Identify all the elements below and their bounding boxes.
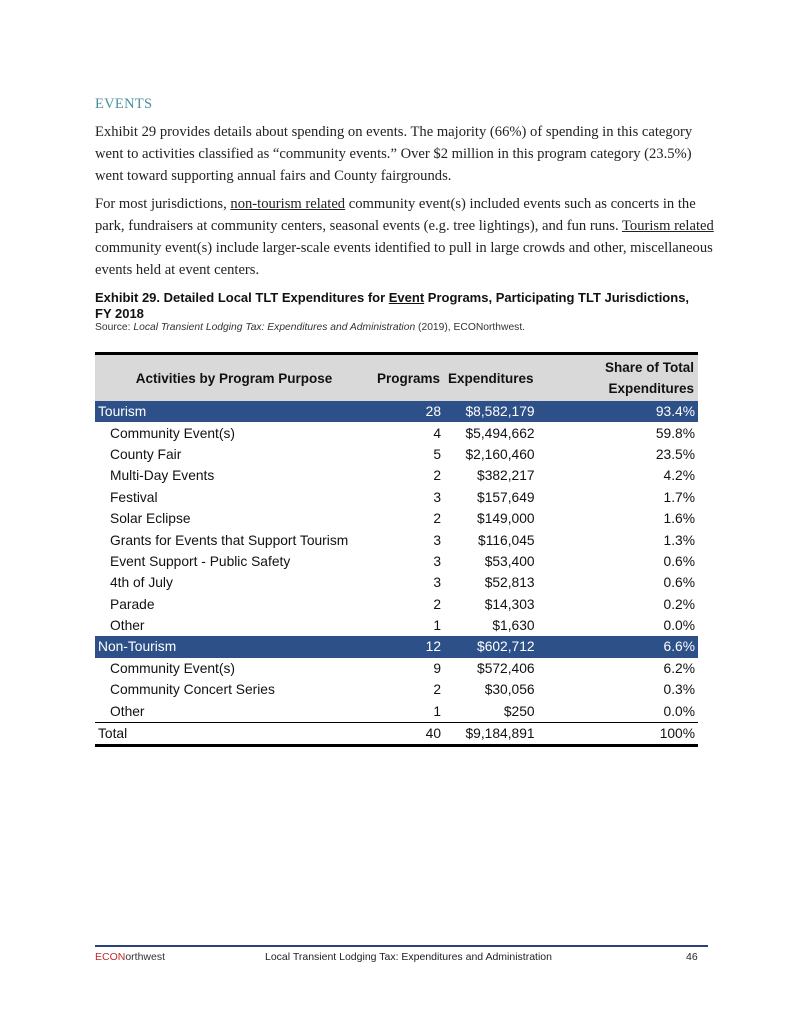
programs-cell: 9: [433, 660, 442, 676]
definition-paragraph: [95, 193, 715, 281]
text: community event(s) included events such as concerts in the park, fundraisers at community centers, seasonal events (e.g. tree lightings), and fun runs.: [95, 196, 696, 234]
row-label: Grants for Events that Support Tourism: [110, 532, 349, 548]
row-label: Other: [110, 703, 145, 719]
brand-rest: orthwest: [125, 951, 166, 963]
share-cell: 0.6%: [663, 575, 695, 591]
text: Programs, Participating TLT Jurisdictions, FY 2018: [95, 290, 690, 321]
footer-divider: [95, 945, 708, 947]
table-row: [95, 529, 698, 550]
expenditures-cell: $149,000: [477, 511, 535, 527]
programs-cell: 5: [433, 446, 442, 462]
share-cell: 0.6%: [663, 553, 695, 569]
row-label: Community Concert Series: [110, 682, 275, 698]
column-header: Activities by Program Purpose: [135, 370, 333, 386]
share-cell: 1.3%: [663, 532, 695, 548]
column-header: Share of Total Expenditures: [604, 360, 694, 396]
expenditures-cell: $8,582,179: [465, 404, 535, 420]
expenditures-cell: $1,630: [492, 618, 535, 634]
underlined-term: non-tourism related: [230, 196, 346, 212]
text: (2019), ECONorthwest.: [415, 322, 526, 333]
row-label: Community Event(s): [110, 425, 235, 441]
share-cell: 6.6%: [663, 639, 695, 655]
text: Exhibit 29. Detailed Local TLT Expenditures for: [95, 290, 389, 305]
programs-cell: 3: [433, 489, 442, 505]
table-row: [95, 679, 698, 700]
expenditures-cell: $116,045: [478, 532, 535, 548]
expenditures-cell: $250: [503, 703, 535, 719]
share-cell: 0.2%: [663, 596, 695, 612]
text: community event(s) include larger-scale events identified to pull in large crowds and other, miscellaneous events held at event centers.: [95, 240, 713, 278]
row-label: 4th of July: [110, 575, 173, 591]
footer-doc-title: Local Transient Lodging Tax: Expenditures and Administration: [265, 951, 552, 963]
programs-cell: 1: [433, 618, 442, 634]
programs-cell: 4: [433, 425, 442, 441]
row-label: Multi-Day Events: [110, 468, 215, 484]
programs-cell: 2: [433, 511, 442, 527]
text: For most jurisdictions,: [95, 196, 231, 212]
programs-cell: 3: [433, 532, 442, 548]
programs-cell: 3: [433, 575, 442, 591]
column-header: Programs: [377, 370, 441, 386]
share-cell: 0.0%: [663, 703, 695, 719]
expenditures-table: [95, 352, 698, 747]
programs-cell: 1: [433, 703, 442, 719]
expenditures-cell: $382,217: [477, 468, 535, 484]
programs-cell: 40: [425, 726, 442, 742]
share-cell: 0.0%: [663, 618, 695, 634]
expenditures-cell: $5,494,662: [465, 425, 535, 441]
share-cell: 6.2%: [663, 660, 695, 676]
table-row: [95, 508, 698, 529]
page-number: 46: [686, 951, 698, 963]
expenditures-cell: $14,303: [484, 596, 535, 612]
brand-red: ECON: [95, 951, 126, 963]
row-label: Parade: [110, 596, 155, 612]
share-cell: 4.2%: [663, 468, 695, 484]
share-cell: 93.4%: [655, 404, 695, 420]
row-label: Other: [110, 618, 145, 634]
programs-cell: 2: [433, 468, 442, 484]
exhibit-title: [95, 290, 705, 322]
row-label: Solar Eclipse: [110, 511, 191, 527]
row-label: Event Support - Public Safety: [110, 553, 291, 569]
programs-cell: 3: [433, 553, 442, 569]
share-cell: 100%: [659, 726, 695, 742]
expenditures-cell: $572,406: [477, 660, 535, 676]
table-row: [95, 465, 698, 486]
row-label: Tourism: [98, 404, 147, 420]
table-row: [95, 615, 698, 636]
underlined-term: Event: [388, 290, 425, 305]
programs-cell: 28: [425, 404, 442, 420]
programs-cell: 2: [433, 596, 442, 612]
table-row: [95, 700, 698, 722]
row-label: Festival: [110, 489, 158, 505]
row-label: Community Event(s): [110, 660, 235, 676]
table-row: [95, 572, 698, 593]
share-cell: 23.5%: [655, 446, 695, 462]
source-title: Local Transient Lodging Tax: Expenditures and Administration: [133, 322, 416, 333]
expenditures-cell: $52,813: [484, 575, 535, 591]
table-row: [95, 487, 698, 508]
row-label: Total: [98, 726, 128, 742]
share-cell: 59.8%: [655, 425, 695, 441]
expenditures-cell: $30,056: [484, 682, 535, 698]
table-row: [95, 422, 698, 443]
expenditures-cell: $2,160,460: [465, 446, 535, 462]
underlined-term: Tourism related: [622, 218, 714, 234]
column-header: Expenditures: [448, 370, 534, 386]
expenditures-cell: $53,400: [484, 553, 535, 569]
table-header-row: [95, 354, 698, 402]
share-cell: 0.3%: [663, 682, 695, 698]
text: Source:: [95, 322, 134, 333]
intro-paragraph: Exhibit 29 provides details about spending on events. The majority (66%) of spending in this category went to activities classified as “community events.” Over $2 million in this program category (23.5%) went toward supporting annual fairs and County fairgrounds.: [95, 124, 693, 184]
expenditures-cell: $157,649: [477, 489, 535, 505]
section-heading: EVENTS: [95, 96, 153, 112]
table-row: [95, 594, 698, 615]
share-cell: 1.7%: [663, 489, 695, 505]
row-label: Non-Tourism: [98, 639, 177, 655]
footer-brand: [95, 951, 165, 963]
expenditures-cell: $602,712: [477, 639, 535, 655]
table-row: [95, 401, 698, 422]
table-row: [95, 658, 698, 679]
exhibit-source: [95, 322, 525, 333]
programs-cell: 12: [425, 639, 442, 655]
share-cell: 1.6%: [663, 511, 695, 527]
row-label: County Fair: [110, 446, 182, 462]
table-row: [95, 722, 698, 745]
expenditures-cell: $9,184,891: [465, 726, 535, 742]
table-row: [95, 444, 698, 465]
programs-cell: 2: [433, 682, 442, 698]
table-row: [95, 551, 698, 572]
table-row: [95, 636, 698, 657]
